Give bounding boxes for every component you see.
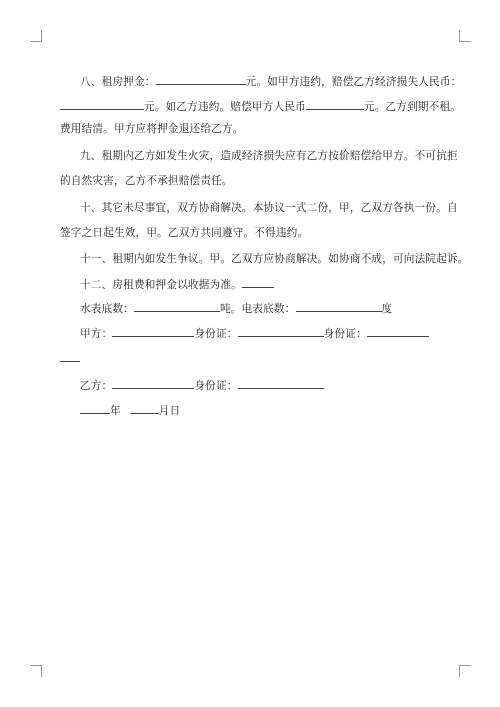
party-a-id-blank-1	[238, 325, 324, 337]
clause-12-line	[80, 276, 274, 292]
electric-meter-blank	[296, 300, 382, 312]
party-a-name-blank	[112, 325, 194, 337]
clause-9-line-2: 的自然灾害，乙方不承担赔偿责任。	[60, 175, 233, 187]
clause-11-line: 十一、租期内如发生争议。甲。乙双方应协商解决。如协商不成，可向法院起诉。	[80, 253, 469, 265]
clause-12-text: 十二、房租费和押金以收据为准。	[80, 279, 242, 291]
party-b-line	[80, 377, 324, 393]
water-meter-label: 水表底数：	[80, 303, 134, 315]
crop-mark-bottom-right	[459, 665, 471, 677]
crop-mark-top-right	[459, 30, 471, 42]
clause-10-line-2: 签字之日起生效，甲。乙双方共同遵守。不得违约。	[60, 227, 309, 239]
clause-8-text-d: 元。乙方到期不租。	[363, 101, 462, 113]
water-unit-electric-label: 吨。电表底数：	[219, 303, 296, 315]
year-blank	[80, 402, 110, 414]
party-a-line	[80, 325, 429, 341]
party-b-label: 乙方：	[80, 380, 113, 392]
clause-8-deposit-label: 八、租房押金：	[80, 76, 156, 88]
clause-9-line-1: 九、租期内乙方如发生火灾，造成经济损失应有乙方按价赔偿给甲方。不可抗拒	[80, 150, 458, 162]
clause-12-blank	[242, 276, 274, 288]
party-a-id-label-2: 身份证：	[323, 328, 367, 340]
month-blank	[131, 402, 159, 414]
party-a-id-blank-cont	[60, 350, 80, 362]
month-day-label: 月日	[158, 405, 181, 417]
clause-10-line-1: 十、其它未尽事宜，双方协商解决。本协议一式二份，甲，乙双方各执一份。自	[80, 202, 458, 214]
party-b-id-blank	[238, 377, 324, 389]
electric-unit: 度	[381, 303, 393, 315]
crop-mark-bottom-left	[30, 665, 42, 677]
party-a-id-blank-2	[367, 325, 429, 337]
clause-8-text-c: 元。如乙方违约。赔偿甲方人民币	[144, 101, 306, 113]
party-b-id-label: 身份证：	[194, 380, 238, 392]
date-line	[80, 402, 180, 418]
compensation-amount-blank-2	[306, 98, 364, 110]
year-label: 年	[110, 405, 121, 417]
clause-8-line-2	[60, 98, 461, 114]
meter-readings-line	[80, 300, 392, 316]
water-meter-blank	[134, 300, 220, 312]
party-b-name-blank	[112, 377, 194, 389]
clause-8-text-b: 元。如甲方违约，赔偿乙方经济损失人民币：	[245, 76, 462, 88]
clause-8-line-1	[80, 73, 461, 89]
crop-mark-top-left	[30, 30, 42, 42]
deposit-amount-blank	[156, 73, 246, 85]
party-a-continuation	[60, 350, 80, 366]
clause-8-line-3: 费用结清。甲方应将押金退还给乙方。	[60, 123, 244, 135]
party-a-label: 甲方：	[80, 328, 113, 340]
party-a-id-label-1: 身份证：	[194, 328, 238, 340]
compensation-amount-blank	[60, 98, 144, 110]
